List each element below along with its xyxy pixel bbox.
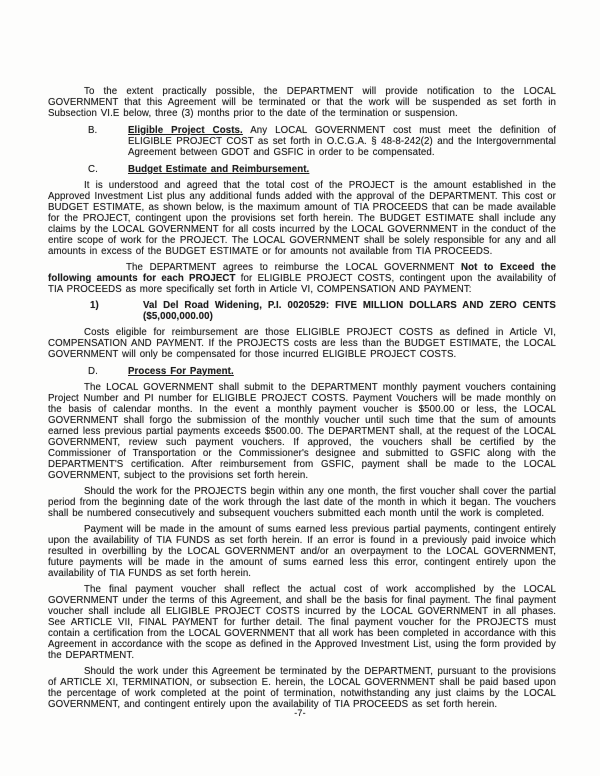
- reimbursement-not-to-exceed-clause: Not to Exceed the following amounts for each PROJECT: [48, 262, 556, 284]
- paragraph-termination-notice: To the extent practically possible, the DEPARTMENT will provide notification to the LOCAL GOVERNMENT that this Agreement will be terminated or that the work will be suspended as set forth in Subsection VI.E below, three (3) months prior to the date of the termination or suspension.: [48, 86, 556, 119]
- section-b-heading: Eligible Project Costs.: [128, 125, 243, 136]
- section-c-letter: C.: [88, 164, 98, 175]
- section-c: [48, 164, 556, 175]
- paragraph-reimbursement: [48, 262, 556, 295]
- section-c-heading: Budget Estimate and Reimbursement.: [128, 164, 310, 175]
- reimbursement-text-pre: The DEPARTMENT agrees to reimburse the LOCAL GOVERNMENT: [126, 262, 461, 273]
- paragraph-final-voucher: The final payment voucher shall reflect the actual cost of work accomplished by the LOCAL GOVERNMENT under the terms of this Agreement, and shall be the basis for final payment. The final payment voucher shall include all ELIGIBLE PROJECT COSTS incurred by the LOCAL GOVERNMENT in all phases. See ARTICLE VII, FINAL PAYMENT for further detail. The final payment voucher for the PROJECTS must contain a certification from the LOCAL GOVERNMENT that all work has been completed in accordance with this Agreement in accordance with the scope as defined in the Approved Investment List, using the form provided by the DEPARTMENT.: [48, 584, 556, 661]
- section-b-letter: B.: [88, 125, 98, 136]
- paragraph-monthly-vouchers: The LOCAL GOVERNMENT shall submit to the DEPARTMENT monthly payment vouchers containing Project Number and PI number for ELIGIBLE PROJECT COSTS. Payment Vouchers will be made monthly on the basis of calendar months. In the event a monthly payment voucher is $500.00 or less, the LOCAL GOVERNMENT shall forgo the submission of the monthly voucher until such time that the sum of amounts earned less previous partial payments exceeds $500.00. The DEPARTMENT shall, at the request of the LOCAL GOVERNMENT, review such payment vouchers. If approved, the vouchers shall be certified by the Commissioner of Transportation or the Commissioner's designee and submitted to GSFIC along with the DEPARTMENT'S certification. After reimbursement from GSFIC, payment shall be made to the LOCAL GOVERNMENT, subject to the provisions set forth herein.: [48, 382, 556, 481]
- project-item-1: [48, 300, 556, 322]
- page-number: -7-: [294, 708, 306, 718]
- paragraph-payment-error: Payment will be made in the amount of sums earned less previous partial payments, contingent entirely upon the availability of TIA FUNDS as set forth herein. If an error is found in a previously paid invoice which resulted in overbilling by the LOCAL GOVERNMENT and/or an overpayment to the LOCAL GOVERNMENT, future payments will be made in the amount of sums earned less this error, contingent entirely upon the availability of TIA FUNDS as set forth herein.: [48, 524, 556, 579]
- project-item-1-text: Val Del Road Widening, P.I. 0020529: FIVE MILLION DOLLARS AND ZERO CENTS ($5,000,000.00): [143, 300, 556, 322]
- paragraph-eligible-costs: Costs eligible for reimbursement are those ELIGIBLE PROJECT COSTS as defined in Article VI, COMPENSATION AND PAYMENT. If the PROJECTS costs are less than the BUDGET ESTIMATE, the LOCAL GOVERNMENT will only be compensated for those incurred ELIGIBLE PROJECT COSTS.: [48, 327, 556, 360]
- section-d-heading: Process For Payment.: [128, 366, 234, 377]
- paragraph-termination-payment: Should the work under this Agreement be terminated by the DEPARTMENT, pursuant to the provisions of ARTICLE XI, TERMINATION, or subsection E. herein, the LOCAL GOVERNMENT shall be paid based upon the percentage of work completed at the point of termination, notwithstanding any just claims by the LOCAL GOVERNMENT, and contingent entirely upon the availability of TIA PROCEEDS as set forth herein.: [48, 666, 556, 710]
- section-b: [48, 125, 556, 158]
- document-body: [48, 86, 556, 715]
- section-d-letter: D.: [88, 366, 98, 377]
- project-item-1-number: 1): [90, 300, 99, 311]
- reimbursement-text-post: for ELIGIBLE PROJECT COSTS, contingent upon the availability of TIA PROCEEDS as more specifically set forth in Article VI, COMPENSATION AND PAYMENT:: [48, 273, 556, 295]
- paragraph-partial-month: Should the work for the PROJECTS begin within any one month, the first voucher shall cover the partial period from the beginning date of the work through the last date of the month in which it began. The vouchers shall be numbered consecutively and subsequent vouchers submitted each month until the work is completed.: [48, 486, 556, 519]
- section-b-body: Any LOCAL GOVERNMENT cost must meet the definition of ELIGIBLE PROJECT COST as set forth in O.C.G.A. § 48-8-242(2) and the Intergovernmental Agreement between GDOT and GSFIC in order to be compensated.: [128, 125, 556, 158]
- paragraph-budget-estimate: It is understood and agreed that the total cost of the PROJECT is the amount established in the Approved Investment List plus any additional funds added with the approval of the DEPARTMENT. This cost or BUDGET ESTIMATE, as shown below, is the maximum amount of TIA PROCEEDS that can be made available for the PROJECT, contingent upon the provisions set forth herein. The BUDGET ESTIMATE shall include any claims by the LOCAL GOVERNMENT for all costs incurred by the LOCAL GOVERNMENT in the conduct of the entire scope of work for the PROJECT. The LOCAL GOVERNMENT shall be solely responsible for any and all amounts in excess of the BUDGET ESTIMATE or for amounts not available from TIA PROCEEDS.: [48, 180, 556, 257]
- section-d: [48, 366, 556, 377]
